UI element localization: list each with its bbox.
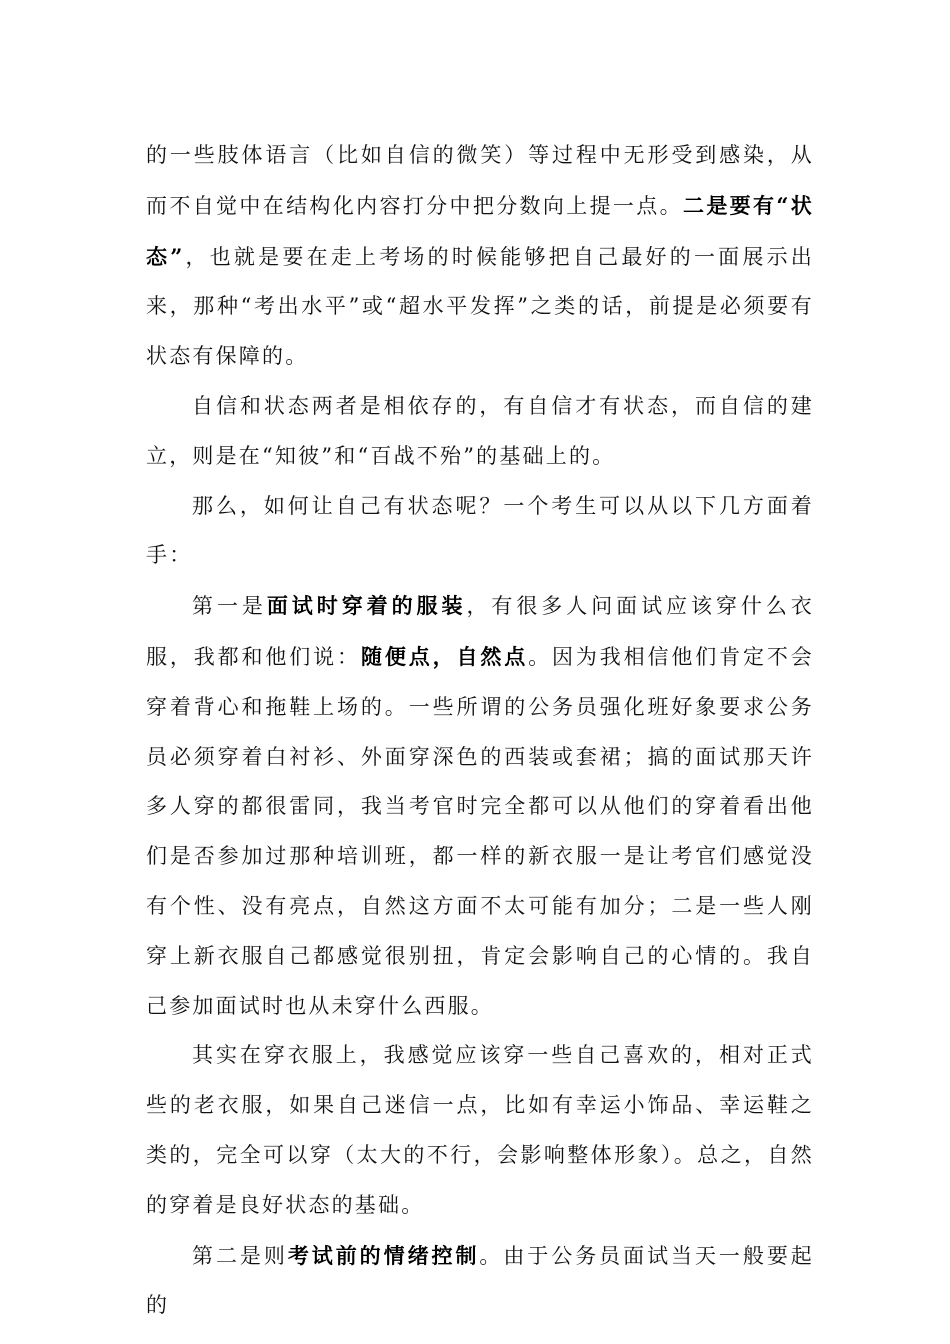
- paragraph-6: [146, 1231, 814, 1332]
- paragraph-1: [146, 131, 814, 382]
- text-segment: ，也就是要在走上考场的时候能够把自己最好的一面展示出来，那种“考出水平”或“超水平发挥”之类的话，前提是必须要有状态有保障的。: [146, 244, 814, 369]
- paragraph-4: [146, 581, 814, 1031]
- bold-phrase-emotion-control: 考试前的情绪控制: [287, 1242, 480, 1268]
- bold-phrase-clothing: 面试时穿着的服装: [266, 593, 467, 619]
- body-text: [146, 131, 814, 1331]
- paragraph-2: [146, 382, 814, 482]
- text-segment: 第一是: [192, 594, 267, 619]
- text-segment: ，有很多人问面试应该穿什么衣服，我都和他们说：: [146, 594, 814, 669]
- text-segment: 那么，如何让自己有状态呢？一个考生可以从以下几方面着手：: [146, 493, 814, 568]
- paragraph-3: [146, 482, 814, 582]
- text-segment: 其实在穿衣服上，我感觉应该穿一些自己喜欢的，相对正式些的老衣服，如果自己迷信一点，比如有幸运小饰品、幸运鞋之类的，完全可以穿（太大的不行，会影响整体形象）。总之，自然的穿着是良好状态的基础。: [146, 1043, 814, 1217]
- text-segment: 。因为我相信他们肯定不会穿着背心和拖鞋上场的。一些所谓的公务员强化班好象要求公务员必须穿着白衬衫、外面穿深色的西装或套裙；搞的面试那天许多人穿的都很雷同，我当考官时完全都可以从他们的穿着看出他们是否参加过那种培训班，都一样的新衣服一是让考官们感觉没有个性、没有亮点，自然这方面不太可能有加分；二是一些人刚穿上新衣服自己都感觉很别扭，肯定会影响自己的心情的。我自己参加面试时也从未穿什么西服。: [146, 644, 814, 1018]
- text-segment: 自信和状态两者是相依存的，有自信才有状态，而自信的建立，则是在“知彼”和“百战不殆”的基础上的。: [146, 393, 814, 468]
- text-segment: 。由于公务员面试当天一般要起的: [146, 1243, 814, 1318]
- text-segment: 的一些肢体语言（比如自信的微笑）等过程中无形受到感染，从而不自觉中在结构化内容打分中把分数向上提一点。: [146, 143, 814, 218]
- text-segment: 第二是则: [192, 1243, 288, 1268]
- bold-phrase-state: 二是要有“状态”: [146, 192, 814, 269]
- bold-phrase-casual: 随便点，自然点: [360, 643, 529, 669]
- paragraph-5: [146, 1031, 814, 1230]
